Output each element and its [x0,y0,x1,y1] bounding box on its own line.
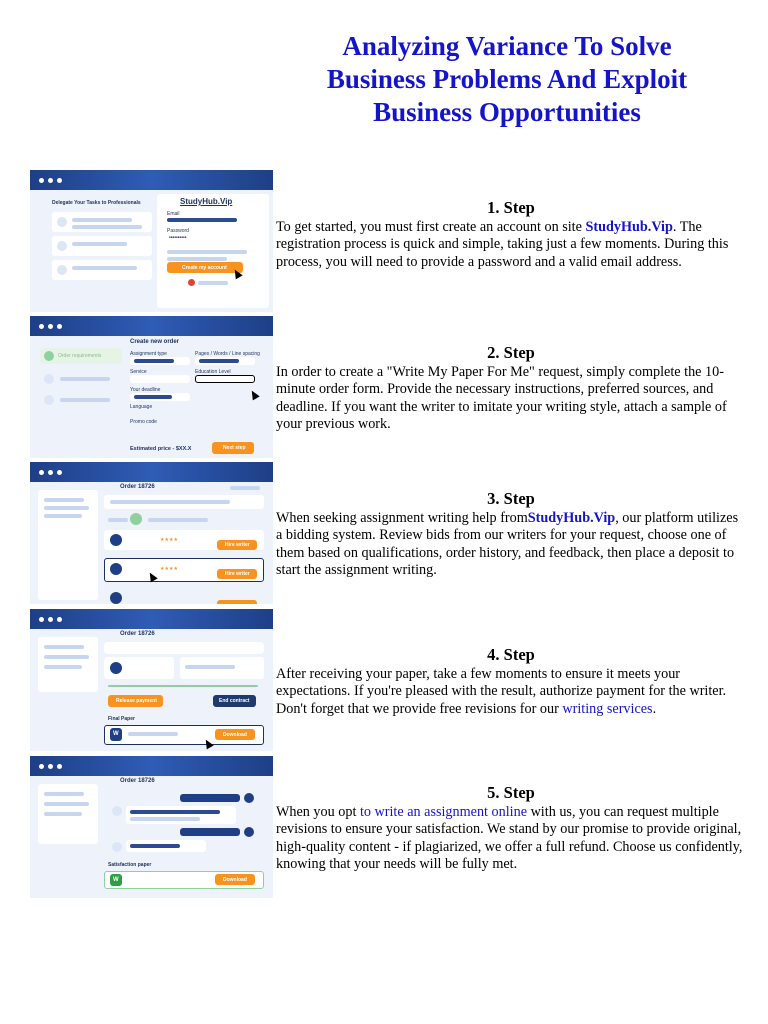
step-2-screenshot: Create new order Order requirements Assignment type Pages / Words / Line spacing Service Education Level Your deadline Language Promo code Estimated price - $XX.X Next step [30,316,273,458]
step-heading: 3. Step [487,489,535,508]
window-bar [30,316,273,336]
email-label: Email [167,211,180,217]
step-description: When you opt to write an assignment online with us, you can request multiple revisions to ensure your satisfaction. We stand by our promise to provide original, high-quality content - if plagiarized, we offer a full refund. Choose us confidently, knowing that your needs will be fully met. [276,804,743,872]
form-title: Create new order [130,339,180,345]
step-5-screenshot: Order 18726 Satisfaction paper W Download [30,756,273,898]
step-heading: 1. Step [487,198,535,217]
estimated-price: Estimated price - $XX.X [130,446,192,452]
step-3-text [276,489,746,579]
window-bar [30,609,273,629]
window-bar [30,170,273,190]
step-heading: 4. Step [487,645,535,664]
step-description: When seeking assignment writing help fromStudyHub.Vip, our platform utilizes a bidding system. Review bids from our writers for your request, choose one of them based on qualifications, order history, and feedback, then place a deposit to start the assignment writing. [276,510,739,578]
title-line-1: Analyzing Variance To Solve [342,31,672,61]
order-number: Order 18726 [120,778,155,784]
chat-message [180,828,240,836]
step-heading: 5. Step [487,783,535,802]
writer-avatar [110,534,122,546]
password-field[interactable]: •••••••••• [169,235,187,241]
step-2-text [276,343,746,433]
create-account-label: Create my account [182,265,227,271]
education-level-field[interactable] [195,375,255,383]
writer-avatar [110,592,122,604]
order-number: Order 18726 [120,484,155,490]
step-4-screenshot: Order 18726 Release payment End contract Final Paper W Download [30,609,273,751]
google-icon[interactable] [188,279,195,286]
title-line-3: Business Opportunities [373,97,641,127]
delegate-title: Delegate Your Tasks to Professionals [52,200,141,206]
service-field[interactable] [130,375,190,383]
password-label: Password [167,228,189,234]
window-bar [30,756,273,776]
brand-logo: StudyHub.Vip [180,197,233,206]
title-line-2: Business Problems And Exploit [326,64,688,94]
writing-services-link[interactable]: writing services [562,700,653,717]
step-description: In order to create a "Write My Paper For Me" request, simply complete the 10-minute order form. Provide the necessary instructions, preferred sources, and deadline. If you want the writer to imitate your writing style, attach a sample of your previous work. [276,364,727,432]
studyhub-link[interactable]: StudyHub.Vip [527,510,616,526]
writer-avatar [110,563,122,575]
document-title [270,30,744,129]
order-number: Order 18726 [120,631,155,637]
step-description: To get started, you must first create an account on site StudyHub.Vip. The registration process is quick and simple, taking just a few moments. During this process, you will need to provide a password and a valid email address. [276,219,729,270]
window-bar [30,462,273,482]
write-assignment-link[interactable]: to write an assignment online [359,804,528,820]
satisfaction-paper-label: Satisfaction paper [108,862,152,868]
step-1-screenshot [30,170,273,312]
step-4-text [276,645,746,718]
step-5-text [276,783,746,873]
step-3-screenshot: Order 18726 ★★★★ Hire writer ★★★★ Hire writer [30,462,273,604]
cursor-icon [248,389,259,401]
chat-message [126,806,236,824]
step-heading: 2. Step [487,343,535,362]
sidebar-item-requirements[interactable]: Order requirements [58,353,102,359]
step-1-text [276,198,746,271]
step-description: After receiving your paper, take a few moments to ensure it meets your expectations. If you're pleased with the result, authorize payment for the writer. Don't forget that we provide free revisions for our writing services. [276,666,727,717]
rating-stars: ★★★★ [160,537,178,543]
email-field[interactable] [167,218,237,222]
writer-avatar [110,662,122,674]
studyhub-link[interactable]: StudyHub.Vip [585,219,673,235]
final-paper-label: Final Paper [108,716,135,722]
chat-message [180,794,240,802]
